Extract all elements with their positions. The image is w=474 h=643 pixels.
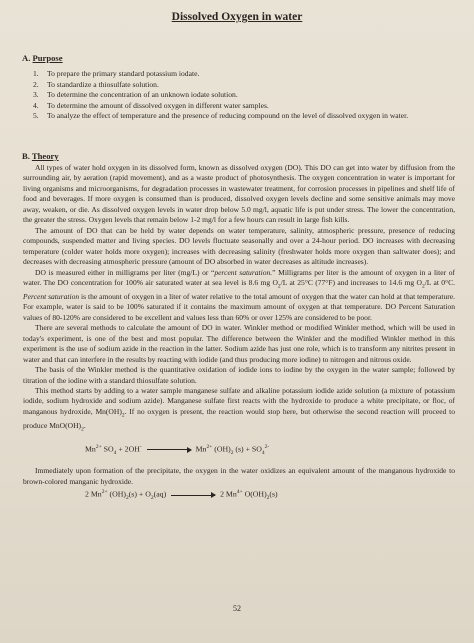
subscript: 2	[81, 426, 84, 433]
theory-paragraph-3	[23, 268, 455, 324]
reaction-arrow-icon	[147, 449, 191, 450]
reaction-arrow-icon	[171, 495, 215, 496]
eq-term: (aq)	[153, 489, 167, 499]
eq-term: (OH)	[107, 489, 126, 499]
list-item	[33, 101, 443, 112]
page-number: 52	[233, 604, 241, 613]
subscript: 4	[113, 449, 117, 456]
list-item-number: 2.	[33, 79, 39, 89]
eq-term: Mn	[195, 444, 207, 454]
list-item-text: To determine the amount of dissolved oxygen in different water samples.	[47, 100, 269, 110]
list-item	[33, 90, 443, 101]
purpose-heading-letter: A.	[22, 53, 31, 63]
list-item-number: 5.	[33, 111, 39, 121]
eq-term: (s)	[269, 489, 278, 499]
list-item-text: To standardize a thiosulfate solution.	[47, 79, 159, 89]
page-title: Dissolved Oxygen in water	[171, 11, 303, 23]
eq-term: (s) + O	[128, 489, 151, 499]
eq-term: 2 Mn	[220, 489, 237, 499]
eq-term: + 2OH	[116, 444, 140, 454]
subscript: 2	[121, 412, 125, 419]
text-run: . If no oxygen is present, the reaction would stop here, but otherwise the second reaction will proceed to produce MnO(OH)	[23, 406, 456, 430]
theory-paragraph-6	[23, 386, 455, 435]
eq-term: O(OH)	[242, 489, 267, 499]
purpose-list	[33, 69, 443, 122]
subscript: 2	[277, 283, 281, 290]
list-item	[33, 69, 443, 80]
list-item-text: To analyze the effect of temperature and the presence of reducing compound on the level of dissolved oxygen in water.	[47, 111, 409, 121]
eq-term: (s) + SO	[233, 444, 262, 454]
subscript: 2	[421, 283, 425, 290]
subscript: 4	[261, 449, 265, 456]
theory-heading-text: Theory	[31, 151, 59, 161]
text-run-italic: percent saturation.	[214, 267, 273, 277]
list-item	[33, 80, 443, 91]
theory-heading-letter: B.	[22, 151, 30, 161]
eq-term: SO	[101, 444, 114, 454]
list-item-number: 3.	[33, 90, 39, 100]
subscript: 2	[125, 495, 129, 502]
subscript: 2	[150, 495, 154, 502]
list-item-number: 1.	[33, 69, 39, 78]
text-run: ” Milligrams per liter is the amount of oxygen in a liter of water. The DO concentration for 100% air saturated water at sea level is 8.6 mg O	[23, 267, 455, 287]
superscript: -	[139, 443, 142, 450]
theory-paragraph-7: Immediately upon formation of the precipitate, the oxygen in the water oxidizes an equivalent amount of the manganous hydroxide to brown-colored manganic hydroxide.	[23, 466, 455, 486]
text-run: .	[83, 420, 86, 430]
subscript: 2	[230, 449, 234, 456]
purpose-heading-text: Purpose	[32, 53, 63, 63]
theory-paragraph-5: The basis of the Winkler method is the quantitative oxidation of iodide ions to iodine by the oxygen in the water sample; followed by titration of the iodine with a standard thiosulfate solution.	[23, 365, 455, 385]
theory-paragraph-1: All types of water hold oxygen in its dissolved form, known as dissolved oxygen (DO). This DO can get into water by diffusion from the surrounding air, by aeration (rapid movement), and as a waste product of photosynthesis. The oxygen concentration in water is important for living organisms and microorganisms, for degradation processes in wastewater treatment, for corrosion processes in pipelines and shelf life of food and beverages. If more oxygen is consumed than is produced, dissolved oxygen levels decline and some sensitive animals may move away, weaken, or die. As dissolved oxygen levels in water drop below 5.0 mg/l, aquatic life is put under stress. The lower the concentration, the greater the stress. Oxygen levels that remain below 1-2 mg/l for a few hours can result in large fish kills.	[23, 163, 455, 225]
text-run: This method starts by adding to a water sample manganese sulfate and alkaline potassium iodide azide solution (a mixture of potassium iodide, sodium hydroxide and sodium azide). Manganese sulfate first reacts with the hydroxide to produce a white precipitate, or floc, of manganous hydroxide, Mn(OH)	[23, 386, 455, 416]
text-run-italic: Percent saturation	[23, 291, 80, 301]
list-item-number: 4.	[33, 100, 39, 110]
theory-paragraph-4: There are several methods to calculate the amount of DO in water. Winkler method or modified Winkler method, which will be used in today's experiment, is one of the best and most popular. The difference between the Winkler and the modified Winkler method in this experiment is the use of sodium azide in the reaction in the latter. Sodium azide has just one role, which is to transform any nitrites present in water and that can interfere in the results by reacting with iodide (and thus producing more iodine) to nitrogen and nitrous oxide.	[23, 323, 455, 364]
superscript: 2+	[101, 489, 108, 496]
superscript: 2+	[95, 443, 102, 450]
subscript: 2	[266, 495, 270, 502]
eq-term: Mn	[85, 444, 96, 454]
equation-1	[85, 442, 455, 459]
theory-heading	[22, 151, 59, 161]
text-run: /L at 25°C (77°F) and increases to 14.6 mg O	[280, 277, 422, 287]
list-item-text: To determine the concentration of an unknown iodate solution.	[47, 90, 238, 100]
eq-term: 2 Mn	[85, 489, 102, 499]
theory-body	[23, 163, 455, 504]
list-item	[33, 111, 443, 122]
superscript: 2+	[206, 443, 213, 450]
superscript: 4+	[236, 489, 243, 496]
list-item-text: To prepare the primary standard potassium iodate.	[47, 69, 200, 78]
superscript: 2-	[264, 443, 270, 450]
text-run: /L at 0°C.	[424, 277, 455, 287]
equation-2	[85, 487, 455, 504]
text-run: is the amount of oxygen in a liter of water relative to the total amount of oxygen that the water can hold at that temperature. For example, water is said to be 100% saturated if it contains the maximum amount of oxygen at that temperature. DO Percent Saturation values of 80-120% are considered to be excellent and values less than 60% or over 125% are considered to be poor.	[23, 291, 455, 322]
text-run: DO is measured either in milligrams per liter (mg/L) or “	[35, 267, 215, 277]
purpose-heading	[22, 53, 63, 63]
theory-paragraph-2: The amount of DO that can be held by water depends on water temperature, salinity, atmospheric pressure, presence of reducing compounds, suspended matter and living species. DO levels fluctuate seasonally and over a 24-hour period. DO increases with decreasing temperature (colder water holds more oxygen); increases with decreasing salinity (freshwater holds more oxygen than saltwater does); and decreases with decreasing atmospheric pressure (amount of DO absorbed in water decreases as altitude increases).	[23, 225, 455, 267]
eq-term: (OH)	[212, 444, 231, 454]
